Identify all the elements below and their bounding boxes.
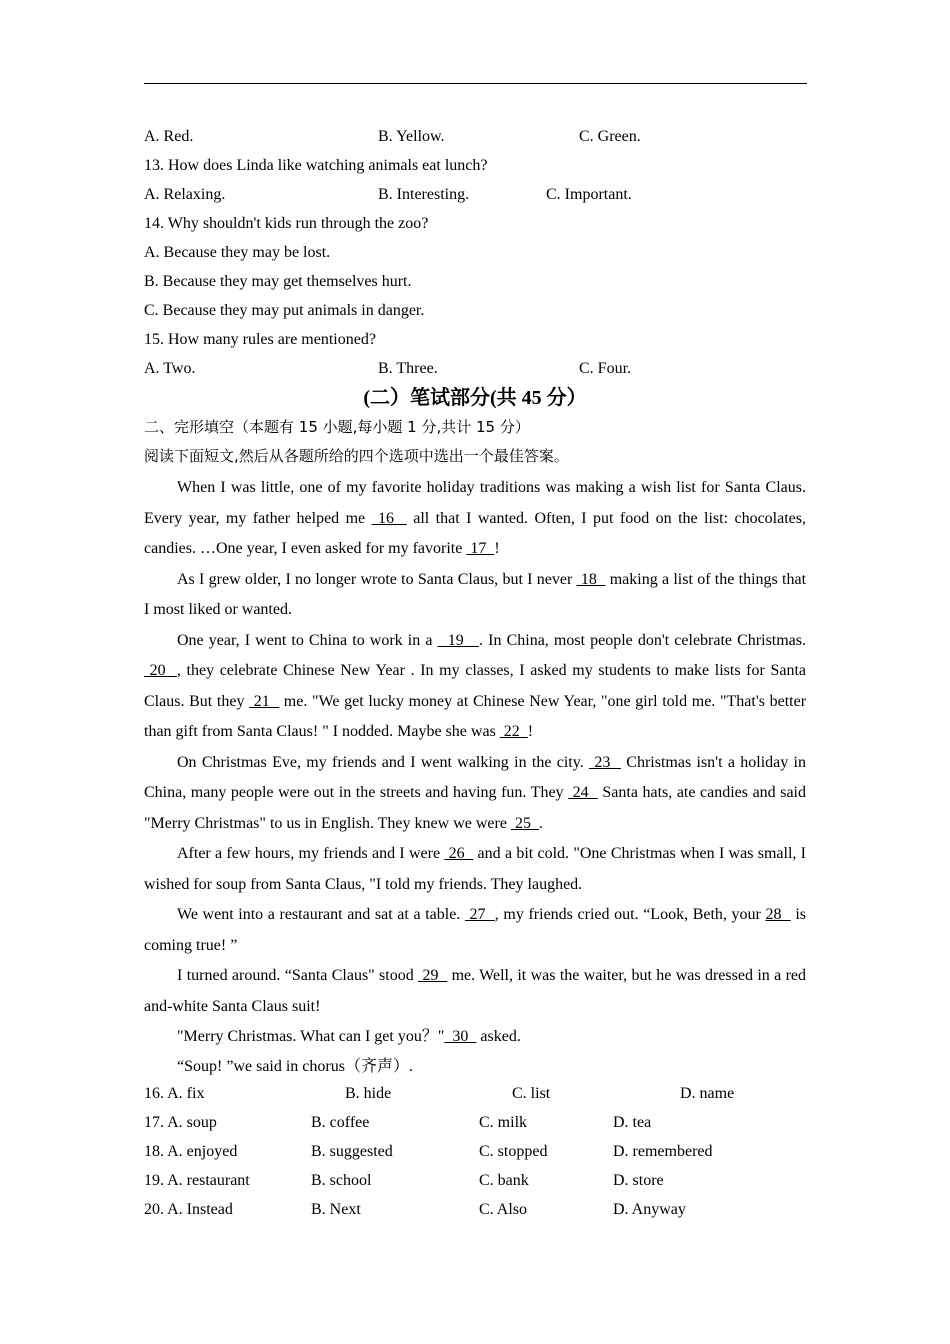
answer-row-17 (144, 1110, 806, 1139)
blank-26: 26 (444, 845, 474, 862)
answer-19-b: B. school (311, 1172, 372, 1189)
q15-option-b: B. Three. (378, 360, 438, 377)
answer-18-c: C. stopped (479, 1143, 548, 1160)
q12-option-a: A. Red. (144, 128, 194, 145)
answer-19-a: 19. A. restaurant (144, 1172, 250, 1189)
blank-19: 19 (437, 631, 480, 649)
answer-17-c: C. milk (479, 1114, 528, 1131)
blank-25: 25 (510, 814, 539, 832)
answer-19-d: D. store (613, 1172, 664, 1189)
passage-paragraph-4: On Christmas Eve, my friends and I went walking in the city. 23 Christmas isn't a holiday in China, many people were out in the streets and having fun. They 24 Santa hats, ate candies and said "Merry Christmas" to us in English. They knew we were 25 . (144, 753, 807, 832)
answer-20-c: C. Also (479, 1201, 528, 1218)
q14-option-b: B. Because they may get themselves hurt. (144, 273, 412, 290)
answer-17-b: B. coffee (311, 1114, 370, 1131)
header-rule (144, 83, 807, 84)
blank-16: 16 (371, 509, 407, 527)
passage-paragraph-7: I turned around. “Santa Claus" stood 29 me. Well, it was the waiter, but he was dressed in a red and-white Santa Claus suit! (144, 967, 807, 1015)
answer-18-d: D. remembered (613, 1143, 713, 1160)
answer-20-a: 20. A. Instead (144, 1201, 233, 1218)
q13-question: 13. How does Linda like watching animals eat lunch? (144, 157, 488, 174)
q15-option-c: C. Four. (579, 360, 632, 377)
q15-options (144, 356, 806, 385)
passage-paragraph-5: After a few hours, my friends and I were 26 and a bit cold. "One Christmas when I was small, I wished for soup from Santa Claus, "I told my friends. They laughed. (144, 845, 807, 893)
answer-16-d: D. name (680, 1085, 735, 1102)
answer-options (144, 1081, 806, 1226)
answer-17-d: D. tea (613, 1114, 652, 1131)
passage-paragraph-9: “Soup! ”we said in chorus（齐声）. (177, 1057, 413, 1075)
answer-20-d: D. Anyway (613, 1201, 686, 1218)
q13-options (144, 182, 806, 211)
passage-paragraph-1: When I was little, one of my favorite holiday traditions was making a wish list for Santa Claus. Every year, my father helped me 16 all that I wanted. Often, I put food on the list: chocolates, candies. …One year, I even asked for my favorite 17 ! (144, 479, 806, 557)
passage-paragraph-3: One year, I went to China to work in a 19 . In China, most people don't celebrate Christmas. 20 , they celebrate Chinese New Year . In my classes, I asked my students to make lists for Santa Claus. But they 21 me. "We get lucky money at Chinese New Year, "one girl told me. "That's better than gift from Santa Claus! " I nodded. Maybe she was 22 ! (144, 631, 807, 740)
section-title: (二）笔试部分(共 45 分） (363, 387, 587, 409)
blank-20: 20 (144, 662, 177, 679)
blank-21: 21 (249, 692, 280, 710)
answer-20-b: B. Next (311, 1201, 361, 1218)
answer-18-b: B. suggested (311, 1143, 393, 1160)
q14-question: 14. Why shouldn't kids run through the zoo? (144, 215, 429, 232)
blank-29: 29 (418, 967, 448, 984)
blank-18: 18 (576, 570, 606, 588)
q14-option-a: A. Because they may be lost. (144, 244, 331, 261)
q13-option-a: A. Relaxing. (144, 186, 226, 203)
answer-18-a: 18. A. enjoyed (144, 1143, 238, 1160)
blank-24: 24 (568, 784, 598, 801)
q12-options (144, 124, 806, 153)
blank-22: 22 (499, 723, 528, 740)
q15-question: 15. How many rules are mentioned? (144, 331, 376, 348)
answer-row-18 (144, 1139, 806, 1168)
answer-16-b: B. hide (345, 1085, 392, 1102)
exam-page (144, 124, 806, 1226)
passage-paragraph-8: "Merry Christmas. What can I get you？" 30 asked. (177, 1028, 521, 1045)
reading-instruction: 阅读下面短文,然后从各题所给的四个选项中选出一个最佳答案。 (144, 447, 569, 465)
section-instruction: 二、完形填空（本题有 15 小题,每小题 1 分,共计 15 分） (144, 418, 530, 436)
q15-option-a: A. Two. (144, 360, 196, 377)
passage-paragraph-6: We went into a restaurant and sat at a table. 27 , my friends cried out. “Look, Beth, your 28 is coming true! ” (144, 906, 807, 954)
answer-16-a: 16. A. fix (144, 1085, 205, 1102)
q13-option-c: C. Important. (546, 186, 632, 203)
blank-23: 23 (589, 753, 621, 771)
answer-19-c: C. bank (479, 1172, 529, 1189)
q12-option-c: C. Green. (579, 128, 641, 145)
answer-row-20 (144, 1197, 806, 1226)
answer-row-19 (144, 1168, 806, 1197)
passage-paragraph-2: As I grew older, I no longer wrote to Santa Claus, but I never 18 making a list of the things that I most liked or wanted. (144, 570, 807, 618)
blank-30: 30 (444, 1028, 477, 1045)
answer-17-a: 17. A. soup (144, 1114, 217, 1131)
blank-27: 27 (464, 906, 495, 923)
answer-16-c: C. list (512, 1085, 551, 1102)
blank-17: 17 (466, 540, 495, 557)
q12-option-b: B. Yellow. (378, 128, 445, 145)
answer-row-16 (144, 1081, 806, 1110)
blank-28: 28 (765, 906, 791, 923)
q13-option-b: B. Interesting. (378, 186, 470, 203)
q14-option-c: C. Because they may put animals in danger. (144, 302, 425, 319)
